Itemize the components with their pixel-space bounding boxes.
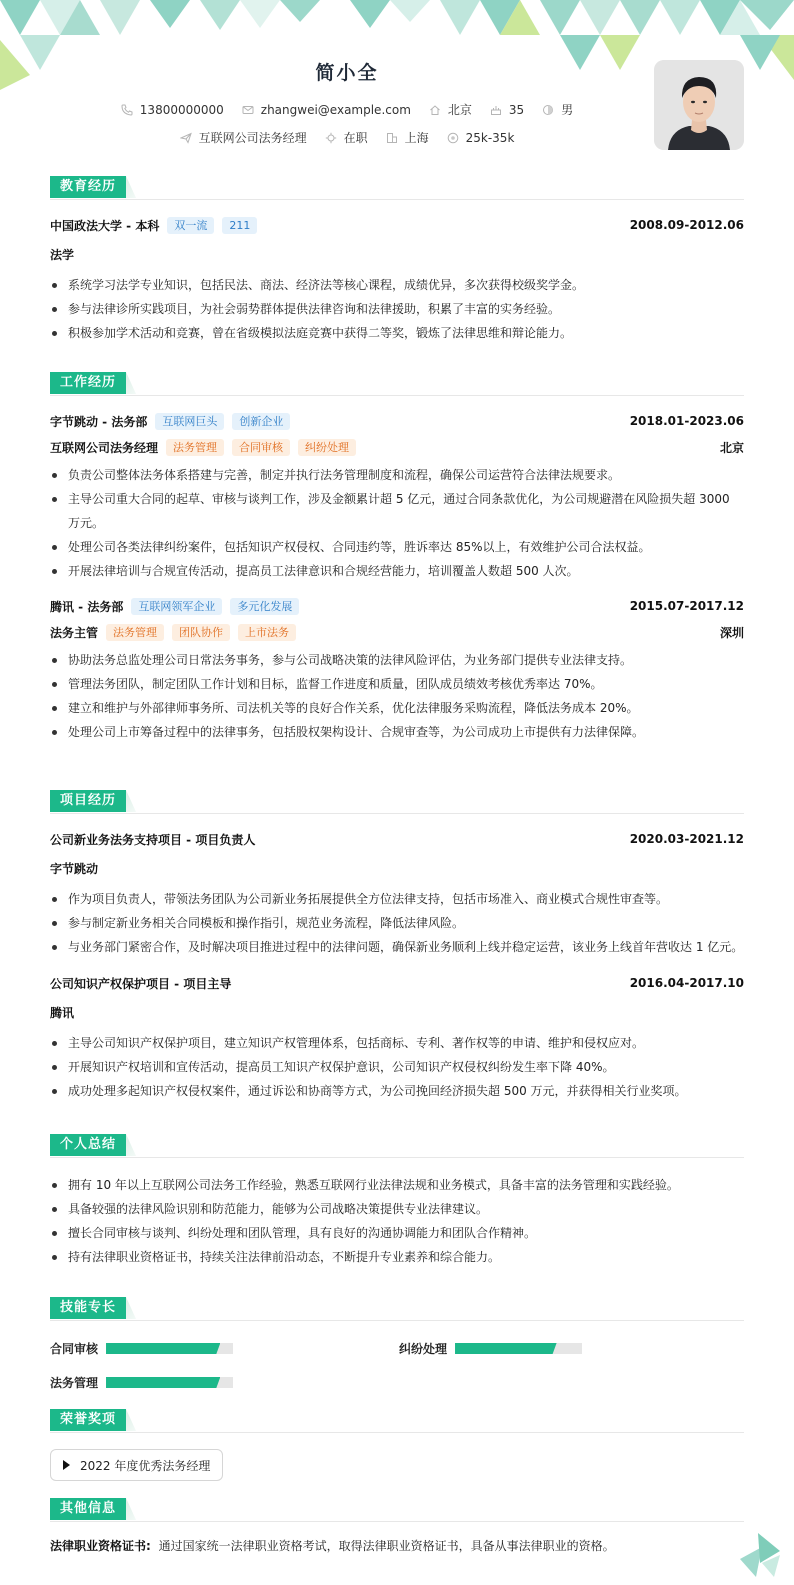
target-city-text: 上海 [404, 131, 429, 145]
skill-item [399, 1340, 582, 1357]
age-text: 35 [508, 102, 525, 117]
project-period: 2016.04-2017.10 [629, 976, 744, 990]
company-name: 字节跳动 - 法务部 [50, 414, 148, 429]
list-item: 与业务部门紧密合作，及时解决项目推进过程中的法律问题，确保新业务顺利上线并稳定运营，该业务上线首年营收达 1 亿元。 [50, 935, 744, 959]
skill-item [50, 1374, 233, 1391]
email-text: zhangwei@example.com [260, 102, 411, 117]
awards-section [50, 1409, 744, 1481]
education-header [50, 176, 744, 200]
education-row [50, 212, 744, 238]
summary-bullets [50, 1173, 744, 1269]
list-item: 建立和维护与外部律师事务所、司法机关等的良好合作关系，优化法律服务采购流程，降低法务成本 20%。 [50, 696, 744, 720]
company-tag: 互联网领军企业 [131, 598, 222, 615]
salary-icon [447, 132, 459, 144]
age-info [490, 103, 524, 117]
home-icon [429, 104, 441, 116]
other-line [50, 1534, 744, 1558]
education-bullets [50, 273, 744, 345]
list-item: 参与法律诊所实践项目，为社会弱势群体提供法律咨询和法律援助，积累了丰富的实务经验。 [50, 297, 744, 321]
skill-fill [455, 1343, 557, 1354]
project-bullets [50, 887, 744, 959]
position-tag: 纠纷处理 [298, 439, 356, 456]
skills-header [50, 1297, 744, 1321]
company-tag: 互联网巨头 [155, 413, 224, 430]
email-info [242, 103, 411, 117]
project-org: 腾讯 [50, 1006, 75, 1020]
position-tag: 合同审核 [232, 439, 290, 456]
list-item: 成功处理多起知识产权侵权案件，通过诉讼和协商等方式，为公司挽回经济损失超 500 万元，并获得相关行业奖项。 [50, 1079, 744, 1103]
work-city: 北京 [719, 440, 744, 455]
summary-section [50, 1134, 744, 1269]
skill-bar [106, 1377, 233, 1388]
work-header [50, 372, 744, 396]
play-icon [63, 1460, 70, 1470]
position-tag: 法务管理 [166, 439, 224, 456]
skills-list [50, 1321, 744, 1391]
project-name: 公司知识产权保护项目 - 项目主导 [50, 976, 232, 991]
email-icon [242, 104, 254, 116]
work-bullets [50, 463, 744, 583]
position-tag: 团队协作 [172, 624, 230, 641]
skill-name: 合同审核 [50, 1342, 99, 1356]
list-item: 负责公司整体法务体系搭建与完善，制定并执行法务管理制度和流程，确保公司运营符合法律法规要求。 [50, 463, 744, 487]
position-tag: 法务管理 [106, 624, 164, 641]
project-org: 字节跳动 [50, 862, 99, 876]
awards-header [50, 1409, 744, 1433]
summary-header [50, 1134, 744, 1158]
avatar [654, 60, 744, 150]
building-icon [386, 132, 398, 144]
summary-title: 个人总结 [50, 1134, 126, 1156]
target-position-text: 互联网公司法务经理 [198, 131, 307, 145]
project-row [50, 826, 744, 852]
target-position-info [180, 129, 307, 146]
list-item: 拥有 10 年以上互联网公司法务工作经验，熟悉互联网行业法律法规和业务模式，具备丰富的法务管理和实践经验。 [50, 1173, 744, 1197]
contact-row [0, 101, 694, 118]
salary-info [447, 131, 515, 145]
skill-bar [106, 1343, 233, 1354]
education-major: 法学 [50, 248, 75, 262]
school-tag: 双一流 [167, 217, 214, 234]
list-item: 处理公司上市筹备过程中的法律事务，包括股权架构设计、合规审查等，为公司成功上市提供有力法律保障。 [50, 720, 744, 744]
company-tag: 多元化发展 [230, 598, 299, 615]
school-tag: 211 [222, 217, 257, 234]
list-item: 参与制定新业务相关合同模板和操作指引，规范业务流程，降低法律风险。 [50, 911, 744, 935]
list-item: 管理法务团队，制定团队工作计划和目标，监督工作进度和质量，团队成员绩效考核优秀率达 70%。 [50, 672, 744, 696]
work-city: 深圳 [719, 625, 744, 640]
list-item: 擅长合同审核与谈判、纠纷处理和团队管理，具有良好的沟通协调能力和团队合作精神。 [50, 1221, 744, 1245]
salary-text: 25k-35k [465, 130, 515, 145]
gender-text: 男 [561, 103, 574, 117]
work-bullets [50, 648, 744, 744]
project-bullets [50, 1031, 744, 1103]
awards-title: 荣誉奖项 [50, 1409, 126, 1431]
work-title: 工作经历 [50, 372, 126, 394]
intention-row [0, 129, 694, 146]
position-tag: 上市法务 [238, 624, 296, 641]
status-text: 在职 [343, 131, 368, 145]
company-name: 腾讯 - 法务部 [50, 599, 124, 614]
phone-icon [121, 104, 133, 116]
skills-section [50, 1297, 744, 1391]
skill-fill [106, 1343, 220, 1354]
work-period: 2015.07-2017.12 [629, 599, 744, 613]
other-section [50, 1498, 744, 1558]
projects-header [50, 790, 744, 814]
list-item: 积极参加学术活动和竞赛，曾在省级模拟法庭竞赛中获得二等奖，锻炼了法律思维和辩论能力。 [50, 321, 744, 345]
work-position-row [50, 434, 744, 460]
work-section [50, 372, 744, 744]
work-period: 2018.01-2023.06 [629, 414, 744, 428]
status-info [325, 129, 368, 146]
age-icon [490, 104, 502, 116]
company-tag: 创新企业 [232, 413, 290, 430]
send-icon [180, 132, 192, 144]
projects-title: 项目经历 [50, 790, 126, 812]
other-label: 法律职业资格证书: [50, 1539, 151, 1553]
position-name: 互联网公司法务经理 [50, 440, 159, 455]
school-name: 中国政法大学 - 本科 [50, 218, 160, 233]
list-item: 开展知识产权培训和宣传活动，提高员工知识产权保护意识，公司知识产权侵权纠纷发生率下降 40%。 [50, 1055, 744, 1079]
status-icon [325, 132, 337, 144]
other-header [50, 1498, 744, 1522]
hometown-info [429, 101, 472, 118]
work-company-row [50, 593, 744, 619]
education-period: 2008.09-2012.06 [629, 218, 744, 232]
skill-item [50, 1340, 233, 1357]
phone-text: 13800000000 [139, 102, 224, 117]
education-title: 教育经历 [50, 176, 126, 198]
work-position-row [50, 619, 744, 645]
skill-name: 法务管理 [50, 1376, 99, 1390]
project-period: 2020.03-2021.12 [629, 832, 744, 846]
award-text: 2022 年度优秀法务经理 [80, 1458, 211, 1473]
position-name: 法务主管 [50, 625, 99, 640]
skill-bar [455, 1343, 582, 1354]
target-city-info [386, 129, 429, 146]
list-item: 持有法律职业资格证书，持续关注法律前沿动态，不断提升专业素养和综合能力。 [50, 1245, 744, 1269]
list-item: 开展法律培训与合规宣传活动，提高员工法律意识和合规经营能力，培训覆盖人数超 500 人次。 [50, 559, 744, 583]
phone-info [121, 103, 224, 117]
gender-icon [542, 104, 554, 116]
project-row [50, 970, 744, 996]
list-item: 作为项目负责人，带领法务团队为公司新业务拓展提供全方位法律支持，包括市场准入、商业模式合规性审查等。 [50, 887, 744, 911]
work-company-row [50, 408, 744, 434]
education-section [50, 176, 744, 345]
project-name: 公司新业务法务支持项目 - 项目负责人 [50, 832, 256, 847]
list-item: 处理公司各类法律纠纷案件，包括知识产权侵权、合同违约等，胜诉率达 85%以上，有效维护公司合法权益。 [50, 535, 744, 559]
hometown-text: 北京 [447, 103, 472, 117]
other-text: 通过国家统一法律职业资格考试，取得法律职业资格证书，具备从事法律职业的资格。 [158, 1539, 615, 1553]
gender-info [542, 101, 573, 118]
skill-fill [106, 1377, 220, 1388]
candidate-name: 简小全 [315, 62, 379, 84]
list-item: 具备较强的法律风险识别和防范能力，能够为公司战略决策提供专业法律建议。 [50, 1197, 744, 1221]
list-item: 主导公司重大合同的起草、审核与谈判工作，涉及金额累计超 5 亿元，通过合同条款优化，为公司规避潜在风险损失超 3000 万元。 [50, 487, 744, 535]
other-title: 其他信息 [50, 1498, 126, 1520]
list-item: 主导公司知识产权保护项目，建立知识产权管理体系，包括商标、专利、著作权等的申请、维护和侵权应对。 [50, 1031, 744, 1055]
projects-section [50, 790, 744, 1103]
skills-title: 技能专长 [50, 1297, 126, 1319]
skill-name: 纠纷处理 [399, 1342, 448, 1356]
award-item[interactable] [50, 1449, 223, 1481]
list-item: 系统学习法学专业知识，包括民法、商法、经济法等核心课程，成绩优异，多次获得校级奖学金。 [50, 273, 744, 297]
list-item: 协助法务总监处理公司日常法务事务，参与公司战略决策的法律风险评估，为业务部门提供专业法律支持。 [50, 648, 744, 672]
